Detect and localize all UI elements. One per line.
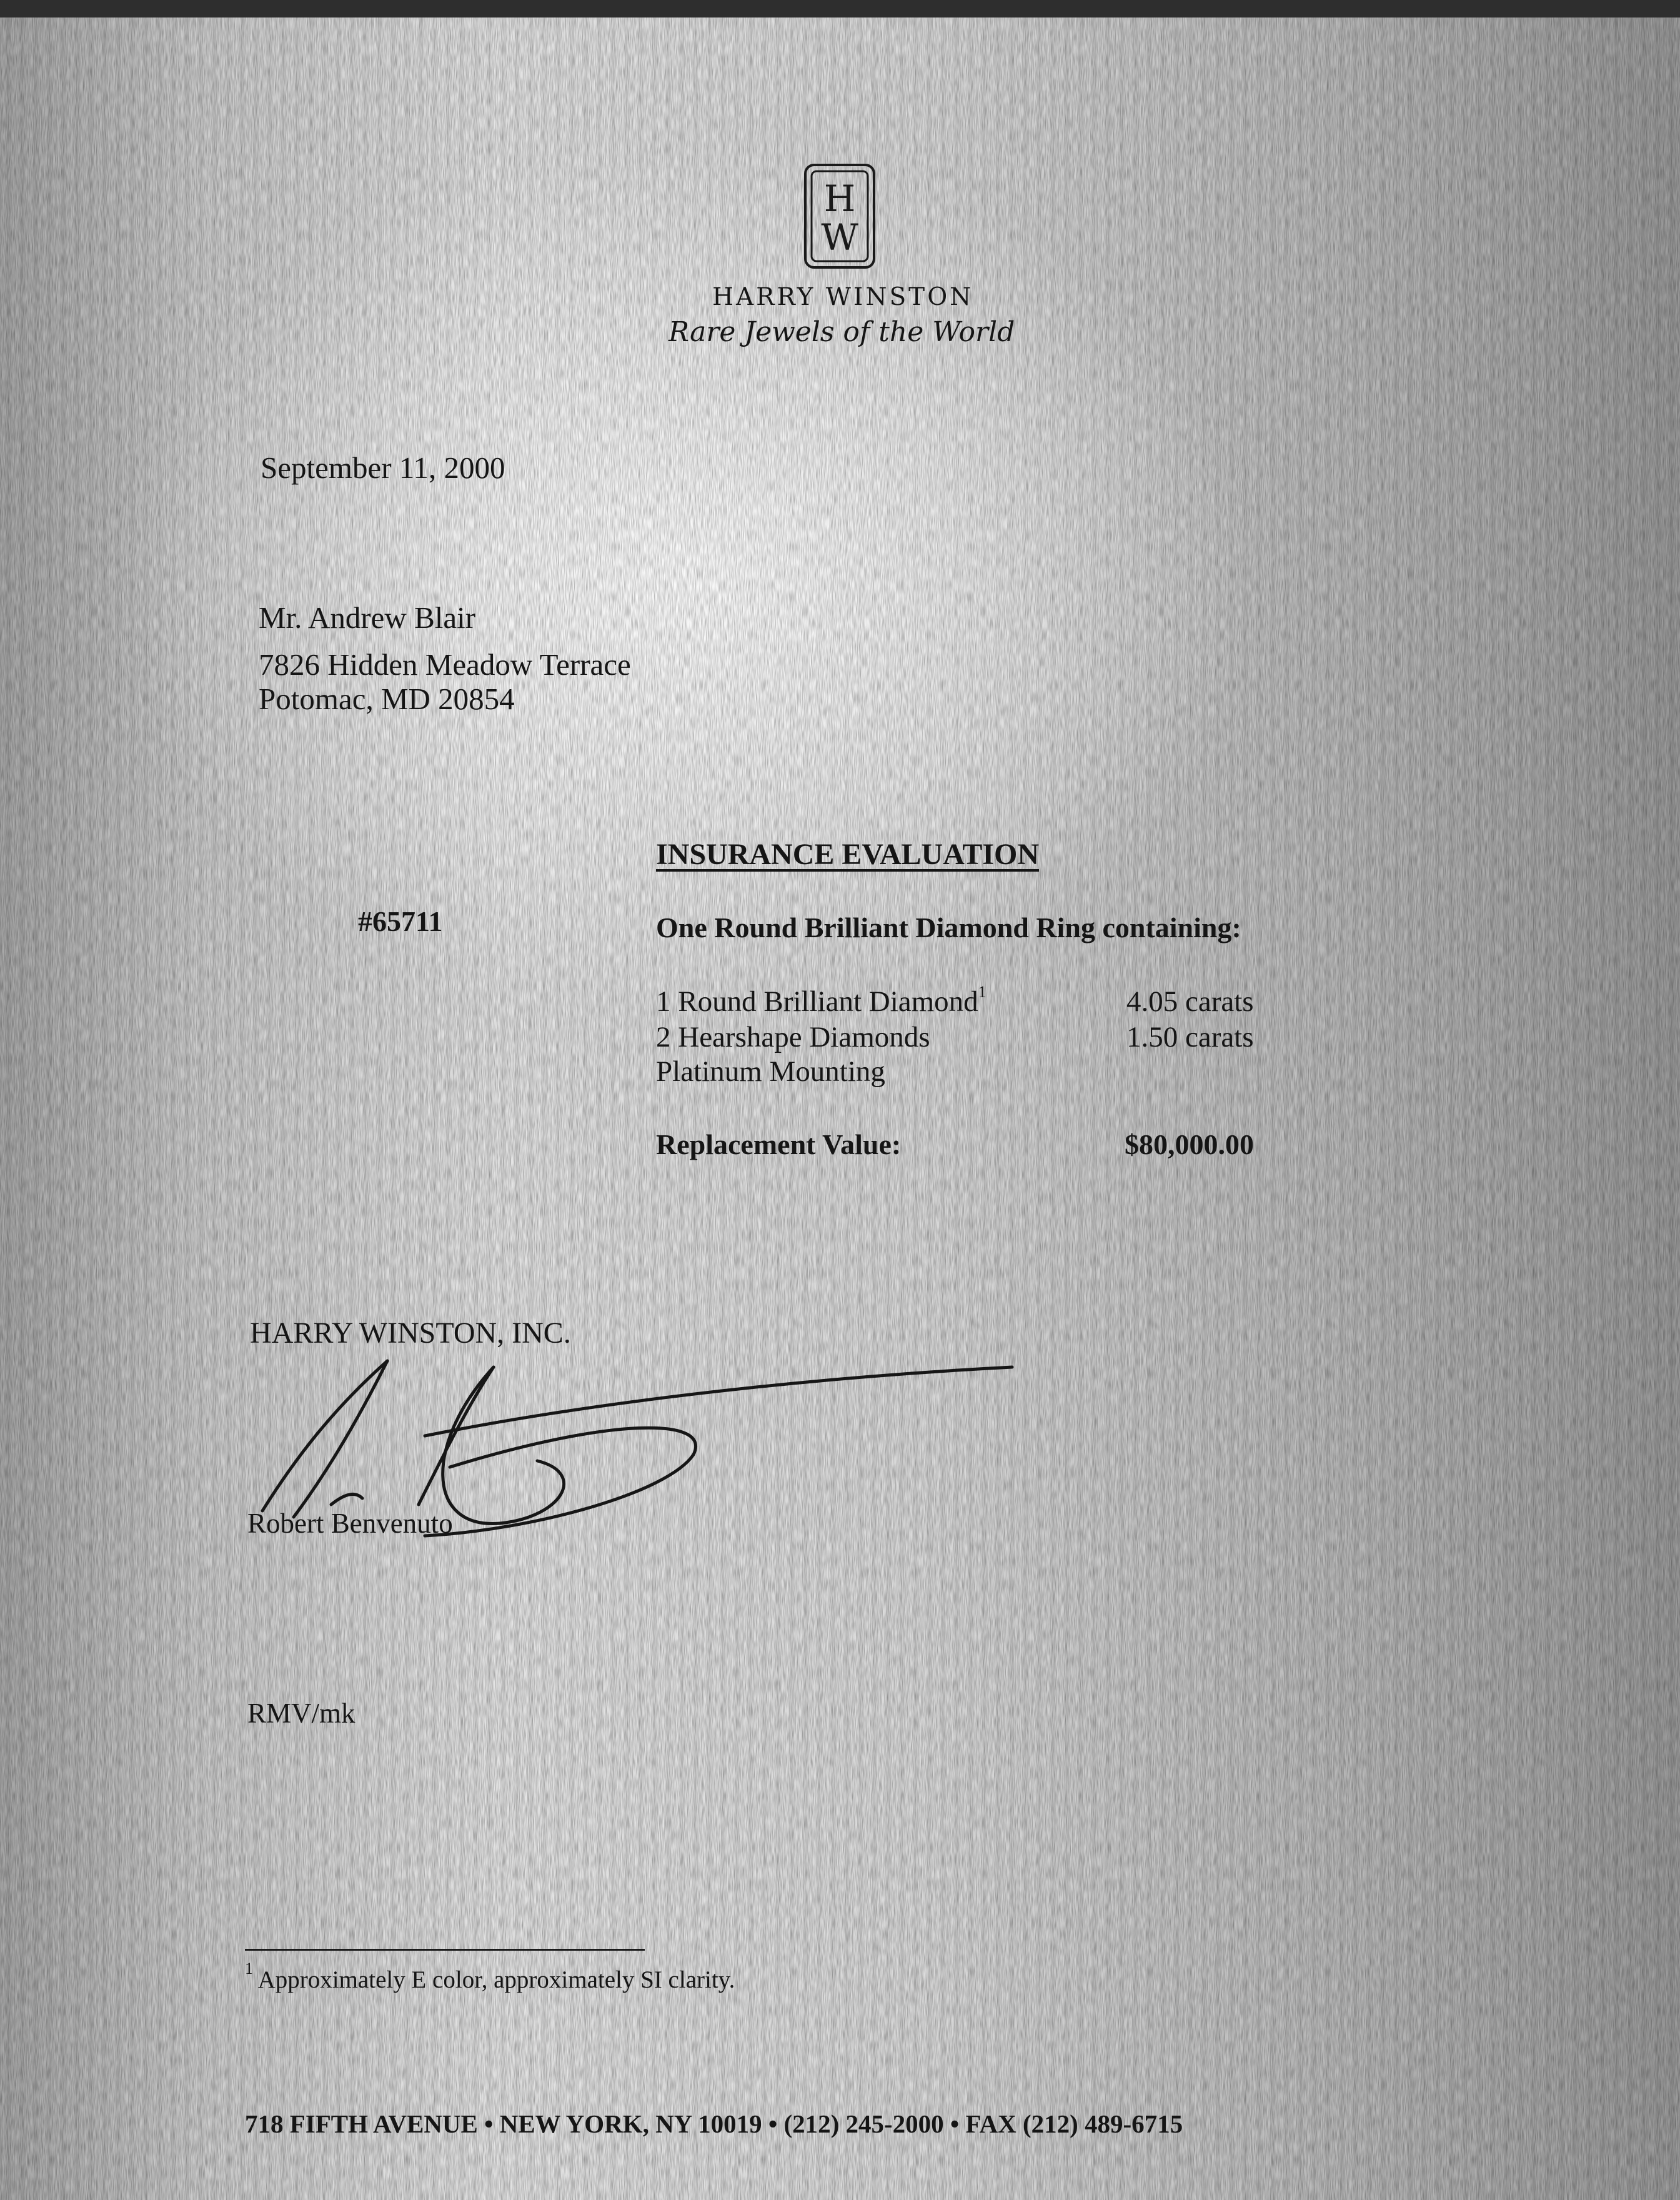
replacement-value: $80,000.00 [1125,1128,1254,1160]
letterhead-tagline: Rare Jewels of the World [669,316,1015,348]
letterhead-company: HARRY WINSTON [712,283,974,311]
typist-initials: RMV/mk [247,1698,355,1729]
letter-page [0,17,1680,2200]
footnote-mark: 1 [978,983,987,1001]
letter-date: September 11, 2000 [261,450,505,485]
recipient-name: Mr. Andrew Blair [259,600,476,635]
footnote-text: Approximately E color, approximately SI clarity. [257,1966,735,1993]
closing-company: HARRY WINSTON, INC. [250,1317,571,1350]
signer-name: Robert Benvenuto [247,1508,453,1539]
hw-logo [803,162,877,270]
footnote-mark: 1 [245,1959,253,1978]
item-value: 4.05 carats [1126,985,1254,1018]
recipient-street: 7826 Hidden Meadow Terrace [259,647,631,682]
reference-number: #65711 [358,905,443,937]
item-name: Platinum Mounting [656,1055,885,1088]
logo-letter-h: H [823,177,856,220]
replacement-value-label: Replacement Value: [656,1128,902,1160]
handwritten-signature [237,1317,1025,1555]
letterhead-footer-address: 718 FIFTH AVENUE • NEW YORK, NY 10019 • (212) 245-2000 • FAX (212) 489-6715 [245,2109,1183,2138]
item-name: 2 Hearshape Diamonds [656,1021,930,1053]
footnote [245,1959,735,1994]
item-name: 1 Round Brilliant Diamond$^1$ [656,983,987,1018]
recipient-city: Potomac, MD 20854 [259,682,515,716]
footnote-divider [245,1949,645,1951]
logo-letter-w: W [821,216,858,259]
evaluation-description: One Round Brilliant Diamond Ring containing: [656,912,1241,943]
item-value: 1.50 carats [1126,1021,1254,1053]
evaluation-heading: INSURANCE EVALUATION [656,838,1040,871]
